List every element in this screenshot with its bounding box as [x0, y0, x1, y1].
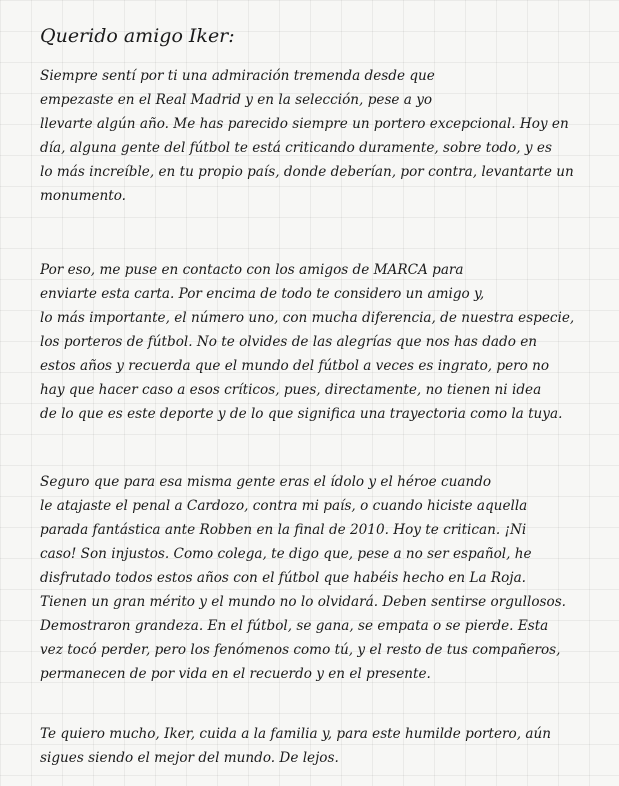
text-line: estos años y recuerda que el mundo del fútbol a veces es ingrato, pero no [40, 358, 550, 374]
text-line: parada fantástica ante Robben en la final de 2010. Hoy te critican. ¡Ni [40, 522, 527, 538]
letter-greeting: Querido amigo Iker: [40, 25, 235, 47]
text-line: sigues siendo el mejor del mundo. De lejos. [40, 750, 339, 766]
text-line: disfrutado todos estos años con el fútbol que habéis hecho en La Roja. [40, 570, 526, 586]
text-line: lo más increíble, en tu propio país, donde deberían, por contra, levantarte un [40, 164, 574, 180]
text-line: vez tocó perder, pero los fenómenos como tú, y el resto de tus compañeros, [40, 642, 561, 658]
text-line: día, alguna gente del fútbol te está criticando duramente, sobre todo, y es [40, 140, 552, 156]
paragraph-3 [40, 470, 610, 686]
text-line: Demostraron grandeza. En el fútbol, se gana, se empata o se pierde. Esta [40, 618, 549, 634]
text-line: empezaste en el Real Madrid y en la selección, pese a yo [40, 92, 433, 108]
text-line: Seguro que para esa misma gente eras el ídolo y el héroe cuando [40, 474, 492, 490]
text-line: Siempre sentí por ti una admiración tremenda desde que [40, 68, 435, 84]
paragraph-1 [40, 64, 610, 208]
text-line: Te quiero mucho, Iker, cuida a la familia y, para este humilde portero, aún [40, 726, 551, 742]
text-line: lo más importante, el número uno, con mucha diferencia, de nuestra especie, [40, 310, 575, 326]
text-line: Por eso, me puse en contacto con los amigos de MARCA para [40, 262, 464, 278]
paragraph-2 [40, 258, 610, 426]
text-line: los porteros de fútbol. No te olvides de las alegrías que nos has dado en [40, 334, 538, 350]
text-line: enviarte esta carta. Por encima de todo te considero un amigo y, [40, 286, 485, 302]
text-line: le atajaste el penal a Cardozo, contra mi país, o cuando hiciste aquella [40, 498, 528, 514]
text-line: hay que hacer caso a esos críticos, pues, directamente, no tienen ni idea [40, 382, 542, 398]
text-line: monumento. [40, 188, 127, 204]
text-line: Tienen un gran mérito y el mundo no lo olvidará. Deben sentirse orgullosos. [40, 594, 567, 610]
text-line: de lo que es este deporte y de lo que significa una trayectoria como la tuya. [40, 406, 563, 422]
text-line: permanecen de por vida en el recuerdo y en el presente. [40, 666, 431, 682]
paragraph-4 [40, 722, 610, 770]
text-line: llevarte algún año. Me has parecido siempre un portero excepcional. Hoy en [40, 116, 569, 132]
text-line: caso! Son injustos. Como colega, te digo que, pese a no ser español, he [40, 546, 532, 562]
